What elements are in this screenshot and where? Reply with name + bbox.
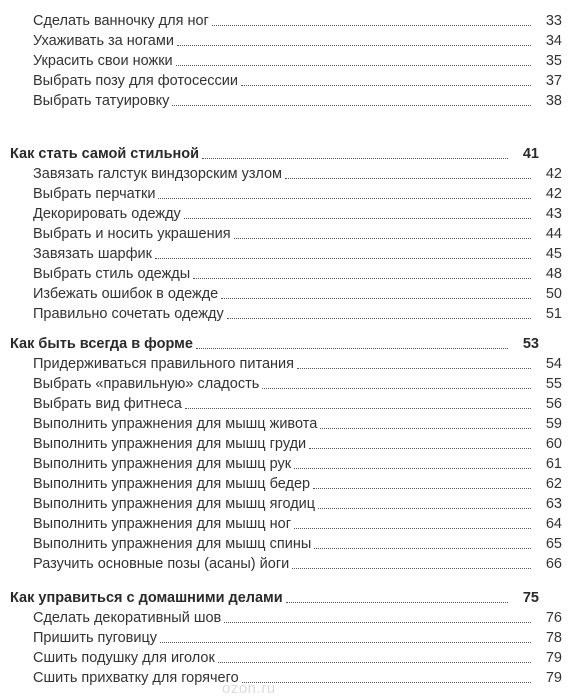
entry-label: Завязать галстук виндзорским узлом	[33, 166, 282, 182]
entry-label: Выполнить упражнения для мышц живота	[33, 416, 318, 432]
dot-leader	[176, 65, 531, 66]
page-number: 61	[545, 456, 562, 472]
dot-leader	[297, 368, 531, 369]
page-number: 42	[545, 166, 562, 182]
section-heading	[0, 587, 552, 607]
section-heading	[0, 333, 552, 353]
entry-label: Декорировать одежду	[33, 206, 181, 222]
page-number: 45	[545, 246, 562, 262]
toc-entry	[0, 453, 575, 473]
page-number: 35	[545, 53, 562, 69]
dot-leader	[241, 85, 531, 86]
toc-entry	[0, 373, 575, 393]
page-number: 64	[545, 516, 562, 532]
entry-label: Завязать шарфик	[33, 246, 152, 262]
page-number: 50	[545, 286, 562, 302]
entry-label: Придерживаться правильного питания	[33, 356, 294, 372]
page-number: 79	[545, 650, 562, 666]
page-number: 44	[545, 226, 562, 242]
dot-leader	[177, 45, 531, 46]
dot-leader	[212, 25, 531, 26]
page-number: 53	[522, 336, 539, 352]
toc-entry	[0, 433, 575, 453]
section-title: Как быть всегда в форме	[10, 336, 193, 352]
dot-leader	[160, 642, 531, 643]
entry-label: Пришить пуговицу	[33, 630, 158, 646]
toc-entry	[0, 393, 575, 413]
toc-entry	[0, 493, 575, 513]
dot-leader	[184, 218, 531, 219]
entry-label: Выбрать вид фитнеса	[33, 396, 182, 412]
toc-entry	[0, 223, 575, 243]
toc-entry	[0, 10, 575, 30]
dot-leader	[242, 682, 531, 683]
toc-entry	[0, 243, 575, 263]
entry-label: Избежать ошибок в одежде	[33, 286, 219, 302]
entry-label: Выполнить упражнения для мышц спины	[33, 536, 312, 552]
page-number: 66	[545, 556, 562, 572]
dot-leader	[262, 388, 531, 389]
toc-entry	[0, 163, 575, 183]
toc-entry	[0, 627, 575, 647]
entry-label: Сшить прихватку для горячего	[33, 670, 239, 686]
entry-label: Сшить подушку для иголок	[33, 650, 215, 666]
entry-label: Правильно сочетать одежду	[33, 306, 224, 322]
toc-entry	[0, 607, 575, 627]
toc-entry	[0, 283, 575, 303]
page-number: 63	[545, 496, 562, 512]
dot-leader	[318, 508, 531, 509]
entry-label: Выполнить упражнения для мышц бедер	[33, 476, 311, 492]
toc-entry	[0, 30, 575, 50]
page-number: 41	[522, 146, 539, 162]
entry-label: Выполнить упражнения для мышц рук	[33, 456, 292, 472]
dot-leader	[202, 158, 508, 159]
toc-entry	[0, 90, 575, 110]
dot-leader	[234, 238, 531, 239]
page-number: 43	[545, 206, 562, 222]
page-number: 38	[545, 93, 562, 109]
entry-label: Сделать ванночку для ног	[33, 13, 209, 29]
dot-leader	[294, 528, 531, 529]
toc-entry	[0, 553, 575, 573]
page-number: 62	[545, 476, 562, 492]
page-number: 51	[545, 306, 562, 322]
toc-entry	[0, 203, 575, 223]
entry-label: Выполнить упражнения для мышц ягодиц	[33, 496, 316, 512]
entry-label: Сделать декоративный шов	[33, 610, 222, 626]
dot-leader	[309, 448, 531, 449]
entry-label: Выбрать позу для фотосессии	[33, 73, 238, 89]
page-number: 48	[545, 266, 562, 282]
entry-label: Выбрать «правильную» сладость	[33, 376, 260, 392]
entry-label: Выбрать и носить украшения	[33, 226, 231, 242]
dot-leader	[292, 568, 531, 569]
dot-leader	[286, 602, 508, 603]
page-number: 42	[545, 186, 562, 202]
dot-leader	[172, 105, 531, 106]
toc-entry	[0, 353, 575, 373]
page-number: 34	[545, 33, 562, 49]
dot-leader	[285, 178, 531, 179]
page-number: 79	[545, 670, 562, 686]
dot-leader	[193, 278, 531, 279]
dot-leader	[221, 298, 531, 299]
dot-leader	[185, 408, 531, 409]
page-number: 76	[545, 610, 562, 626]
dot-leader	[294, 468, 531, 469]
page-number: 55	[545, 376, 562, 392]
dot-leader	[313, 488, 531, 489]
toc-entry	[0, 647, 575, 667]
entry-label: Выполнить упражнения для мышц ног	[33, 516, 291, 532]
toc-entry	[0, 513, 575, 533]
entry-label: Ухаживать за ногами	[33, 33, 174, 49]
page-number: 54	[545, 356, 562, 372]
page-number: 59	[545, 416, 562, 432]
toc-entry	[0, 70, 575, 90]
toc-entry	[0, 263, 575, 283]
dot-leader	[320, 428, 531, 429]
toc-entry	[0, 533, 575, 553]
section-title: Как управиться с домашними делами	[10, 590, 283, 606]
entry-label: Выполнить упражнения для мышц груди	[33, 436, 307, 452]
toc-entry	[0, 50, 575, 70]
toc-entry	[0, 303, 575, 323]
page-number: 60	[545, 436, 562, 452]
entry-label: Разучить основные позы (асаны) йоги	[33, 556, 290, 572]
dot-leader	[196, 348, 508, 349]
dot-leader	[218, 662, 531, 663]
toc-entry	[0, 413, 575, 433]
toc-entry	[0, 473, 575, 493]
section-title: Как стать самой стильной	[10, 146, 200, 162]
section-heading	[0, 143, 552, 163]
page-number: 78	[545, 630, 562, 646]
dot-leader	[227, 318, 531, 319]
page-number: 37	[545, 73, 562, 89]
watermark: ozon.ru	[222, 680, 276, 697]
dot-leader	[314, 548, 531, 549]
dot-leader	[158, 198, 531, 199]
page-number: 75	[522, 590, 539, 606]
page-number: 65	[545, 536, 562, 552]
toc-entry	[0, 667, 575, 687]
entry-label: Выбрать перчатки	[33, 186, 156, 202]
page-number: 33	[545, 13, 562, 29]
entry-label: Украсить свои ножки	[33, 53, 173, 69]
entry-label: Выбрать татуировку	[33, 93, 170, 109]
dot-leader	[155, 258, 531, 259]
entry-label: Выбрать стиль одежды	[33, 266, 191, 282]
dot-leader	[224, 622, 531, 623]
page-number: 56	[545, 396, 562, 412]
toc-entry	[0, 183, 575, 203]
